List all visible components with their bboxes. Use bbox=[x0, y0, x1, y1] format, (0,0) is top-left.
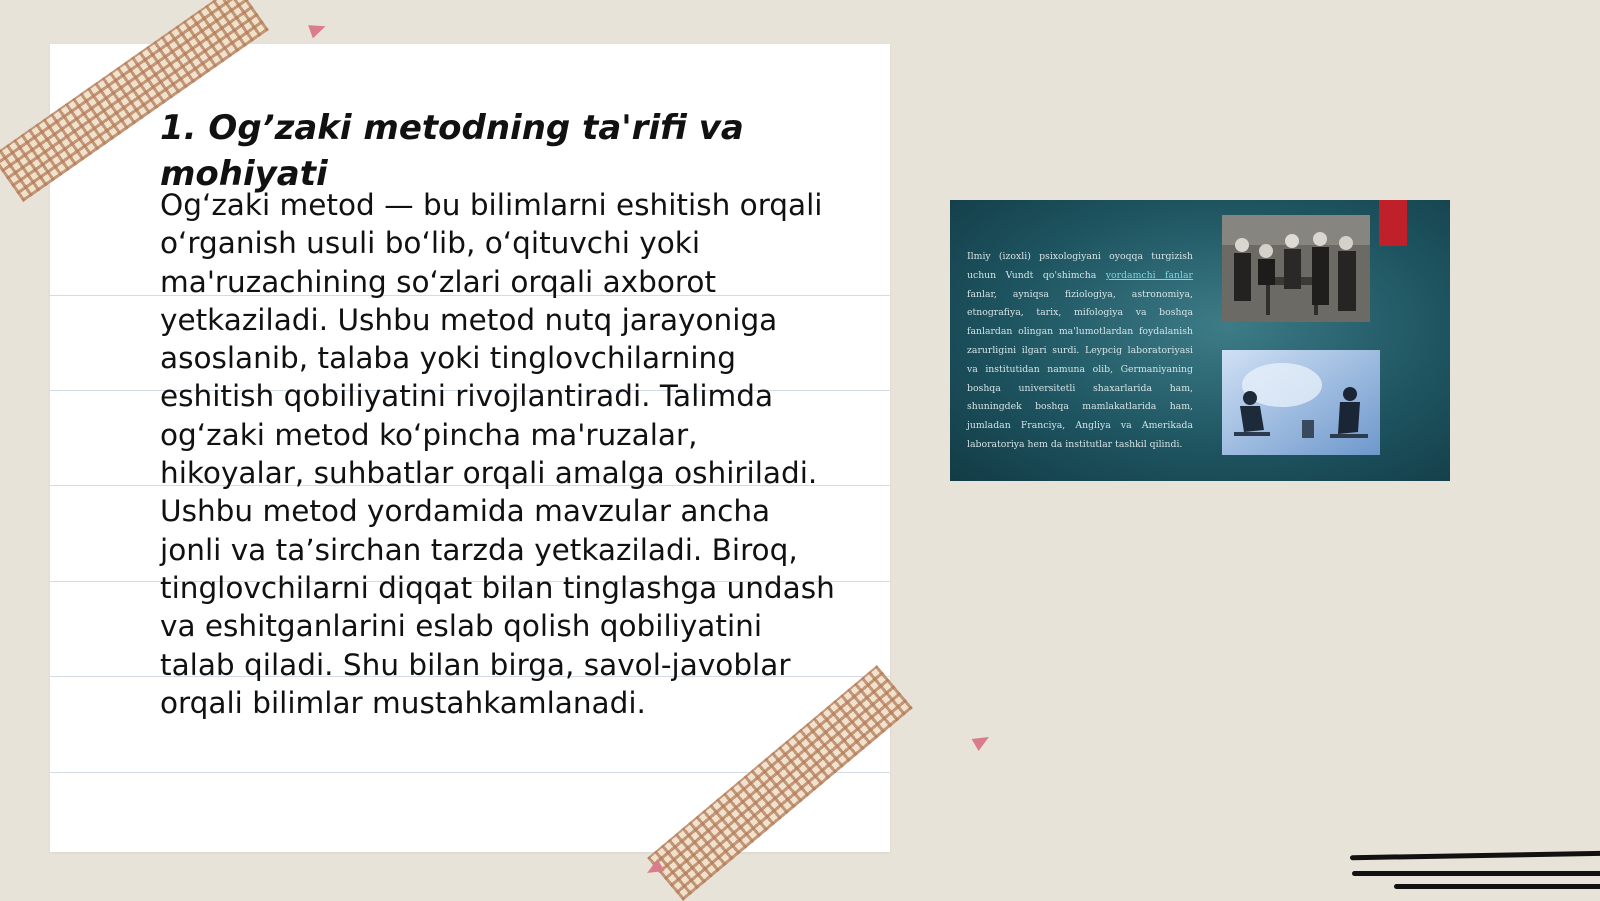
decorative-stroke bbox=[1352, 871, 1600, 876]
decorative-stroke bbox=[1394, 884, 1600, 889]
slide-title: 1. Og’zaki metodning ta'rifi va mohiyati bbox=[160, 108, 744, 194]
decorative-stroke bbox=[1350, 851, 1600, 861]
embedded-slide-text: Ilmiy (izoxli) psixologiyani oyoqqa turgizish uchun Vundt qo'shimcha yordamchi fanlar fanlar, ayniqsa fiziologiya, astronomiya, etnografiya, tarix, mifologiya va boshqa fanlardan olingan ma'lumotlardan foydalanish zarurligini ilgari surdi. Leypcig laboratoriyasi va institutidan namuna olib, Germaniyaning boshqa universitetli shaxarlarida ham, shuningdek boshqa mamlakatlarida ham, jumladan Franciya, Angliya va Amerikada laboratoriya hem da institutlar tashkil qilindi. bbox=[967, 251, 1193, 450]
embedded-slide-image bbox=[950, 200, 1450, 481]
historical-group-photo bbox=[1222, 215, 1370, 322]
counseling-session-photo bbox=[1222, 350, 1380, 455]
tape-tip-decoration bbox=[972, 731, 993, 751]
tape-tip-decoration bbox=[308, 20, 328, 39]
slide-body-text: Og‘zaki metod — bu bilimlarni eshitish orqali o‘rganish usuli bo‘lib, o‘qituvchi yoki ma'ruzachining so‘zlari orqali axborot yetkaziladi. Ushbu metod nutq jarayoniga asoslanib, talaba yoki tinglovchilarning eshitish qobiliyatini rivojlantiradi. Talimda og‘zaki metod ko‘pincha ma'ruzalar, hikoyalar, suhbatlar orqali amalga oshiriladi. Ushbu metod yordamida mavzular ancha jonli va ta’sirchan tarzda yetkaziladi. Biroq, tinglovchilarni diqqat bilan tinglashga undash va eshitganlarini eslab qolish qobiliyatini talab qiladi. Shu bilan birga, savol-javoblar orqali bilimlar mustahkamlanadi. bbox=[160, 188, 835, 720]
red-accent-tab bbox=[1379, 200, 1407, 246]
